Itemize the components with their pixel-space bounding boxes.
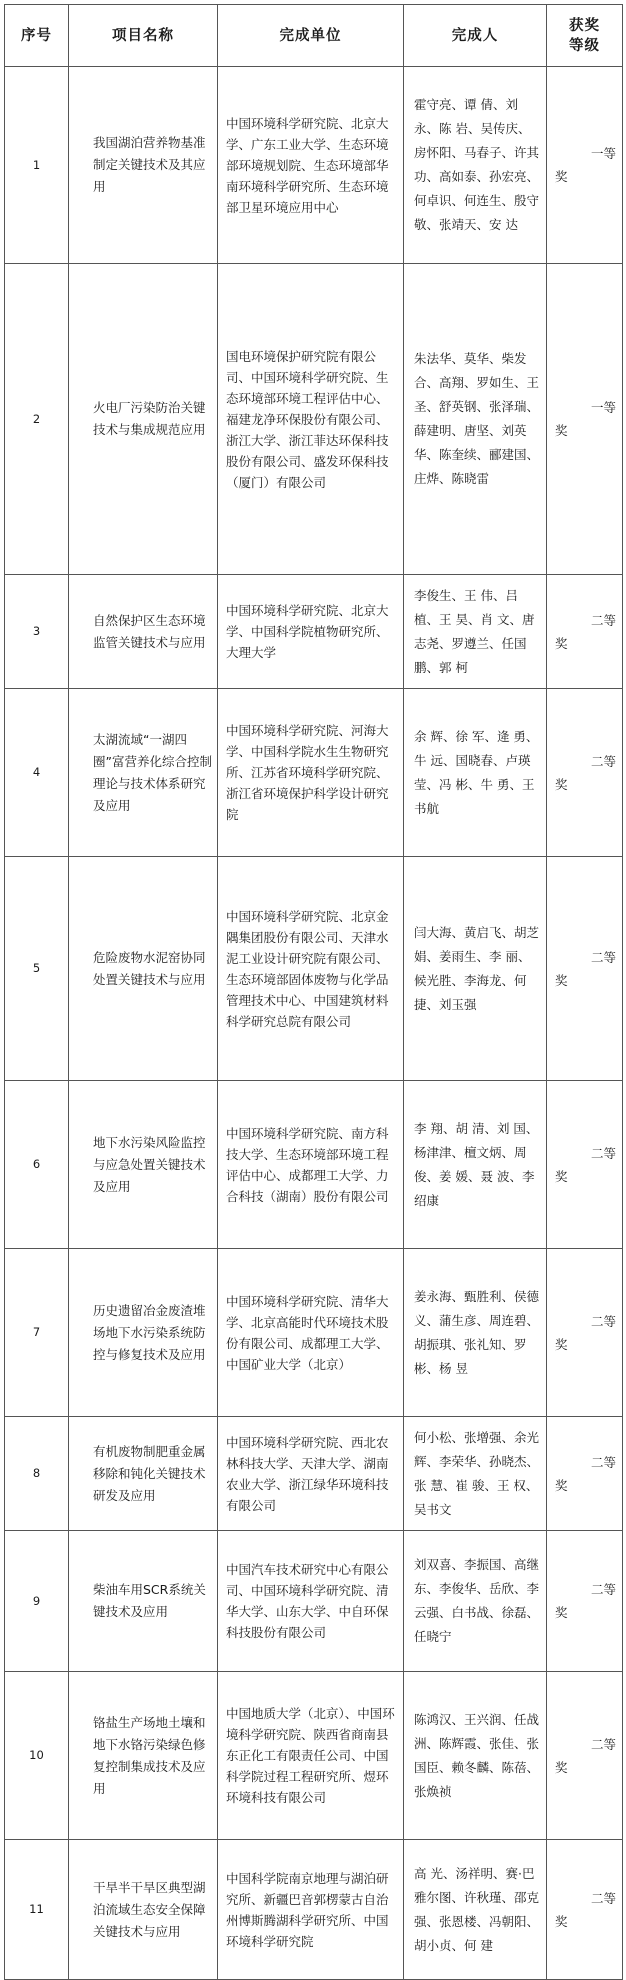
row-number: 11 — [5, 1840, 69, 1980]
table-row — [5, 1672, 623, 1840]
award-level-grade: 二等 — [590, 1582, 616, 1597]
completers: 刘双喜、李振国、高继东、李俊华、岳欣、李云强、白书战、徐磊、任晓宁 — [404, 1531, 547, 1672]
award-level — [547, 1249, 623, 1417]
project-name: 铬盐生产场地土壤和地下水铬污染绿色修复控制集成技术及应用 — [69, 1672, 218, 1840]
project-name: 太湖流域“一湖四圈”富营养化综合控制理论与技术体系研究及应用 — [69, 689, 218, 857]
row-number: 10 — [5, 1672, 69, 1840]
award-level — [547, 1531, 623, 1672]
table-row — [5, 689, 623, 857]
award-level-grade: 二等 — [590, 1145, 616, 1161]
award-level-grade: 二等 — [590, 1736, 616, 1752]
completers: 高 光、汤祥明、赛·巴雅尔图、许秋瑾、邵克强、张恩楼、冯朝阳、胡小贞、何 建 — [404, 1840, 547, 1980]
completers: 余 辉、徐 军、逄 勇、牛 远、国晓春、卢瑛莹、冯 彬、牛 勇、王书航 — [404, 689, 547, 857]
header-no: 序号 — [5, 5, 69, 67]
completion-units: 中国环境科学研究院、北京大学、中国科学院植物研究所、大理大学 — [218, 575, 404, 689]
row-number: 9 — [5, 1531, 69, 1672]
project-name: 危险废物水泥窑协同处置关键技术与应用 — [69, 857, 218, 1081]
award-level-grade: 二等 — [590, 1890, 616, 1906]
award-level-suffix: 奖 — [555, 169, 568, 184]
award-level-grade: 二等 — [590, 1313, 616, 1329]
completers: 闫大海、黄启飞、胡芝娟、姜雨生、李 丽、候光胜、李海龙、何 捷、刘玉强 — [404, 857, 547, 1081]
table-row — [5, 1081, 623, 1249]
header-row — [5, 5, 623, 67]
row-number: 4 — [5, 689, 69, 857]
completion-units: 中国地质大学（北京）、中国环境科学研究院、陕西省商南县东正化工有限责任公司、中国科学院过程工程研究所、煜环环境科技有限公司 — [218, 1672, 404, 1840]
table-body — [5, 67, 623, 1980]
row-number: 6 — [5, 1081, 69, 1249]
project-name: 我国湖泊营养物基准制定关键技术及其应用 — [69, 67, 218, 264]
completion-units: 中国科学院南京地理与湖泊研究所、新疆巴音郭楞蒙古自治州博斯腾湖科学研究所、中国环境科学研究院 — [218, 1840, 404, 1980]
award-level — [547, 1672, 623, 1840]
header-people: 完成人 — [404, 5, 547, 67]
row-number: 8 — [5, 1417, 69, 1531]
award-level — [547, 1081, 623, 1249]
award-level-suffix: 奖 — [555, 1605, 568, 1620]
completion-units: 中国环境科学研究院、北京金隅集团股份有限公司、天津水泥工业设计研究院有限公司、生态环境部固体废物与化学品管理技术中心、中国建筑材料科学研究总院有限公司 — [218, 857, 404, 1081]
award-level-grade: 一等 — [590, 400, 616, 415]
table-row — [5, 857, 623, 1081]
award-level — [547, 264, 623, 575]
header-unit: 完成单位 — [218, 5, 404, 67]
row-number: 5 — [5, 857, 69, 1081]
award-level-suffix: 奖 — [555, 635, 568, 651]
award-level-suffix: 奖 — [555, 1168, 568, 1184]
project-name: 历史遗留冶金废渣堆场地下水污染系统防控与修复技术及应用 — [69, 1249, 218, 1417]
row-number: 3 — [5, 575, 69, 689]
completion-units: 中国环境科学研究院、河海大学、中国科学院水生生物研究所、江苏省环境科学研究院、浙江省环境保护科学设计研究院 — [218, 689, 404, 857]
table-row — [5, 67, 623, 264]
award-level — [547, 67, 623, 264]
header-level: 获奖等级 — [547, 5, 623, 67]
award-level — [547, 575, 623, 689]
award-level-grade: 二等 — [590, 949, 616, 965]
completers: 姜永海、甄胜利、侯德义、蒲生彦、周连碧、胡振琪、张礼知、罗 彬、杨 昱 — [404, 1249, 547, 1417]
completers: 李俊生、王 伟、吕 植、王 昊、肖 文、唐志尧、罗遵兰、任国鹏、郭 柯 — [404, 575, 547, 689]
award-level-suffix: 奖 — [555, 423, 568, 438]
completers: 陈鸿汉、王兴润、任战洲、陈辉霞、张佳、张国臣、赖冬麟、陈蓓、张焕祯 — [404, 1672, 547, 1840]
completers: 何小松、张增强、余光辉、李荣华、孙晓杰、张 慧、崔 骏、王 权、吴书文 — [404, 1417, 547, 1531]
award-level-suffix: 奖 — [555, 776, 568, 792]
award-level-grade: 二等 — [590, 612, 616, 628]
row-number: 1 — [5, 67, 69, 264]
completion-units: 中国环境科学研究院、西北农林科技大学、天津大学、湖南农业大学、浙江绿华环境科技有限公司 — [218, 1417, 404, 1531]
project-name: 地下水污染风险监控与应急处置关键技术及应用 — [69, 1081, 218, 1249]
completion-units: 国电环境保护研究院有限公司、中国环境科学研究院、生态环境部环境工程评估中心、福建龙净环保股份有限公司、浙江大学、浙江菲达环保科技股份有限公司、盛发环保科技（厦门）有限公司 — [218, 264, 404, 575]
award-level-suffix: 奖 — [555, 1477, 568, 1493]
row-number: 7 — [5, 1249, 69, 1417]
award-level-suffix: 奖 — [555, 1759, 568, 1775]
project-name: 自然保护区生态环境监管关键技术与应用 — [69, 575, 218, 689]
project-name: 火电厂污染防治关键技术与集成规范应用 — [69, 264, 218, 575]
row-number: 2 — [5, 264, 69, 575]
award-level-grade: 二等 — [590, 1454, 616, 1470]
completion-units: 中国汽车技术研究中心有限公司、中国环境科学研究院、清华大学、山东大学、中自环保科技股份有限公司 — [218, 1531, 404, 1672]
completers: 朱法华、莫华、柴发合、高翔、罗如生、王圣、舒英钢、张泽瑞、薛建明、唐坚、刘英华、陈奎续、郦建国、庄烨、陈晓雷 — [404, 264, 547, 575]
header-name: 项目名称 — [69, 5, 218, 67]
project-name: 有机废物制肥重金属移除和钝化关键技术研发及应用 — [69, 1417, 218, 1531]
award-level-grade: 一等 — [590, 146, 616, 161]
table-row — [5, 264, 623, 575]
award-level — [547, 857, 623, 1081]
award-level — [547, 1840, 623, 1980]
table-row — [5, 1840, 623, 1980]
completers: 霍守亮、谭 倩、刘 永、陈 岩、吴传庆、房怀阳、马春子、许其功、高如泰、孙宏亮、何卓识、何连生、殷守敬、张靖天、安 达 — [404, 67, 547, 264]
completers: 李 翔、胡 清、刘 国、杨津津、檀文炳、周 俊、姜 媛、聂 波、李绍康 — [404, 1081, 547, 1249]
awards-table — [4, 4, 623, 1980]
table-row — [5, 575, 623, 689]
award-level-suffix: 奖 — [555, 1336, 568, 1352]
award-level-suffix: 奖 — [555, 972, 568, 988]
project-name: 干旱半干旱区典型湖泊流域生态安全保障关键技术与应用 — [69, 1840, 218, 1980]
award-level — [547, 1417, 623, 1531]
award-level-suffix: 奖 — [555, 1913, 568, 1929]
project-name: 柴油车用SCR系统关键技术及应用 — [69, 1531, 218, 1672]
completion-units: 中国环境科学研究院、南方科技大学、生态环境部环境工程评估中心、成都理工大学、力合科技（湖南）股份有限公司 — [218, 1081, 404, 1249]
award-level — [547, 689, 623, 857]
completion-units: 中国环境科学研究院、北京大学、广东工业大学、生态环境部环境规划院、生态环境部华南环境科学研究所、生态环境部卫星环境应用中心 — [218, 67, 404, 264]
table-row — [5, 1417, 623, 1531]
table-row — [5, 1249, 623, 1417]
completion-units: 中国环境科学研究院、清华大学、北京高能时代环境技术股份有限公司、成都理工大学、中国矿业大学（北京） — [218, 1249, 404, 1417]
table-row — [5, 1531, 623, 1672]
award-level-grade: 二等 — [590, 753, 616, 769]
